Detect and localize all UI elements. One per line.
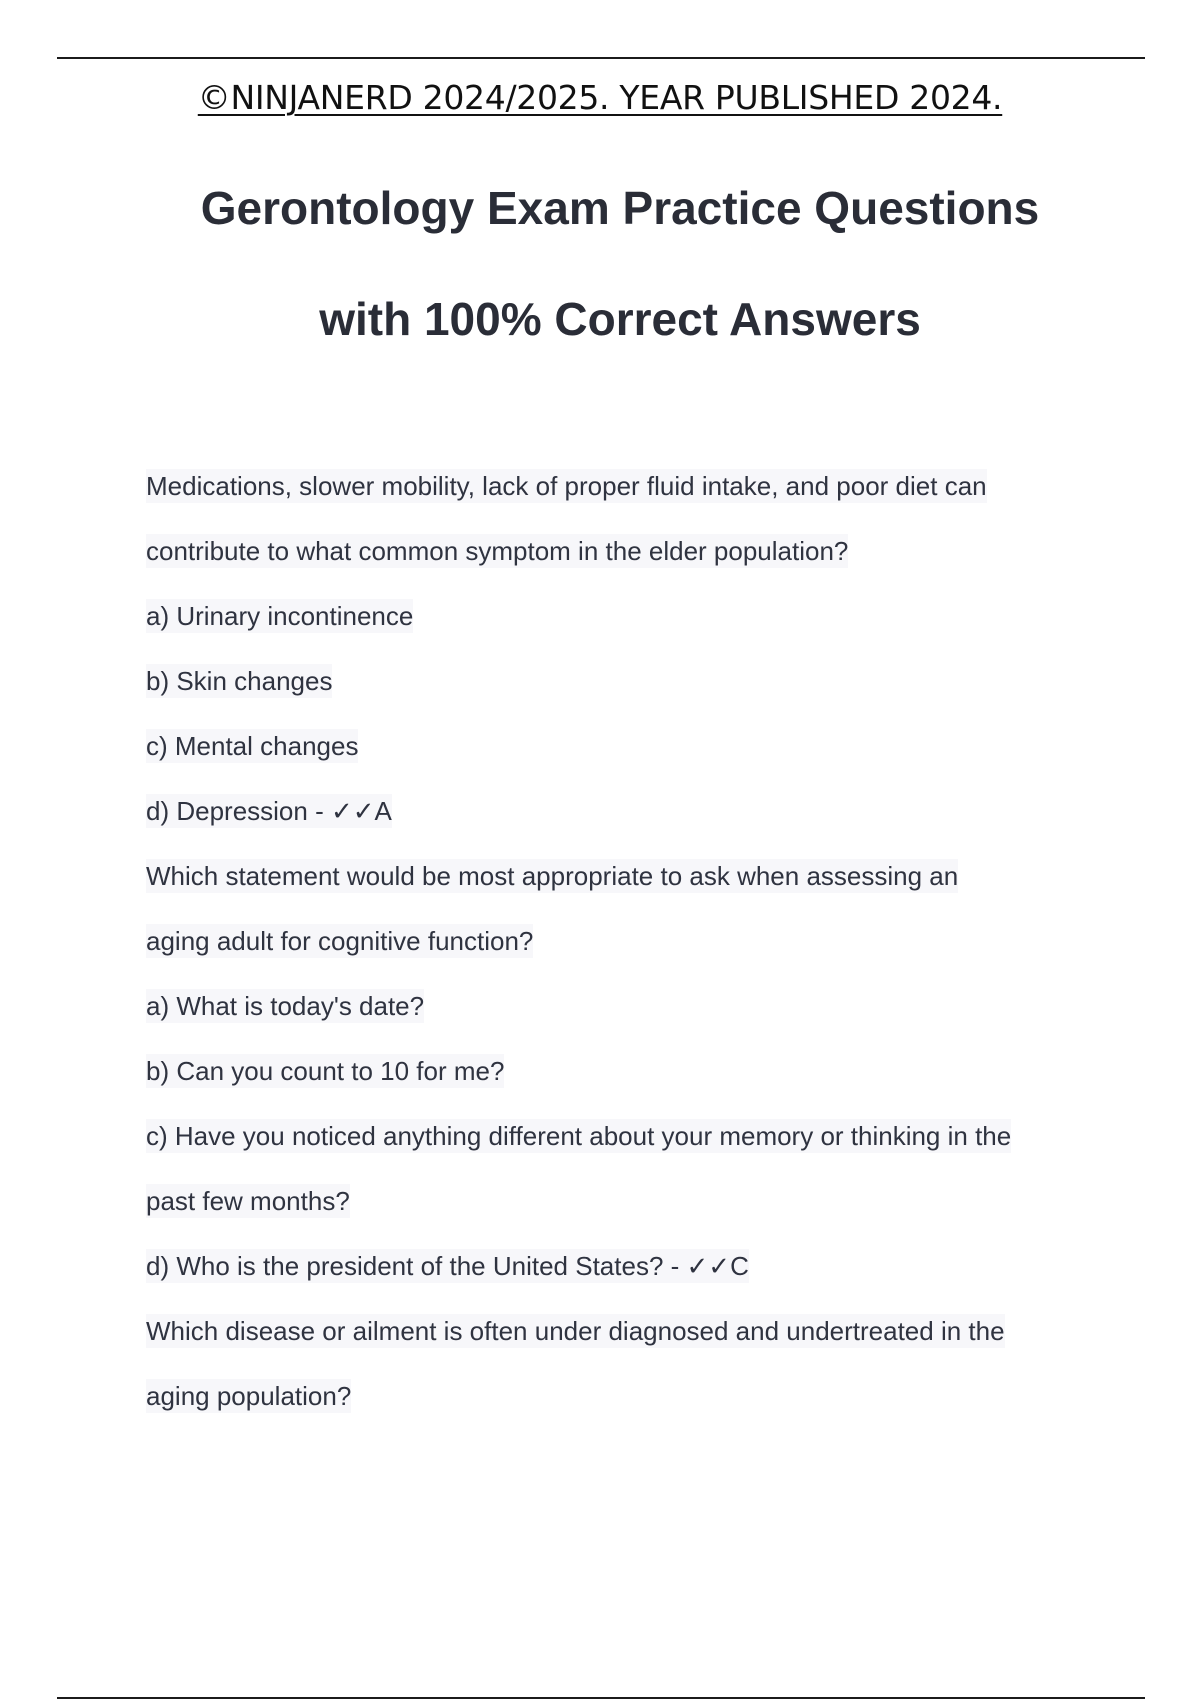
text-line: Which statement would be most appropriate to ask when assessing an (146, 861, 959, 891)
answer-option: d) Who is the president of the United States? - ✓✓C (146, 1251, 749, 1281)
top-rule (57, 57, 1145, 59)
text-line: aging adult for cognitive function? (146, 926, 534, 956)
answer-option: a) What is today's date? (146, 991, 425, 1021)
answer-option: d) Depression - ✓✓A (146, 796, 392, 826)
answer-option: past few months? (146, 1186, 350, 1216)
document-title-line-1: Gerontology Exam Practice Questions (200, 182, 1040, 234)
answer-option: c) Have you noticed anything different about your memory or thinking in the (146, 1121, 1012, 1151)
text-line: Which disease or ailment is often under diagnosed and undertreated in the (146, 1316, 1005, 1346)
answer-option: c) Mental changes (146, 731, 359, 761)
question-content (146, 462, 1106, 1437)
text-line: aging population? (146, 1381, 352, 1411)
bottom-rule (57, 1697, 1145, 1699)
copyright-text: ©NINJANERD 2024/2025. YEAR PUBLISHED 2024. (197, 78, 1003, 117)
copyright-header (0, 78, 1200, 117)
answer-option: b) Skin changes (146, 666, 333, 696)
document-title-line-2: with 100% Correct Answers (319, 293, 921, 345)
answer-option: a) Urinary incontinence (146, 601, 414, 631)
answer-option: b) Can you count to 10 for me? (146, 1056, 505, 1086)
text-line: contribute to what common symptom in the elder population? (146, 536, 849, 566)
text-line: Medications, slower mobility, lack of proper fluid intake, and poor diet can (146, 471, 987, 501)
